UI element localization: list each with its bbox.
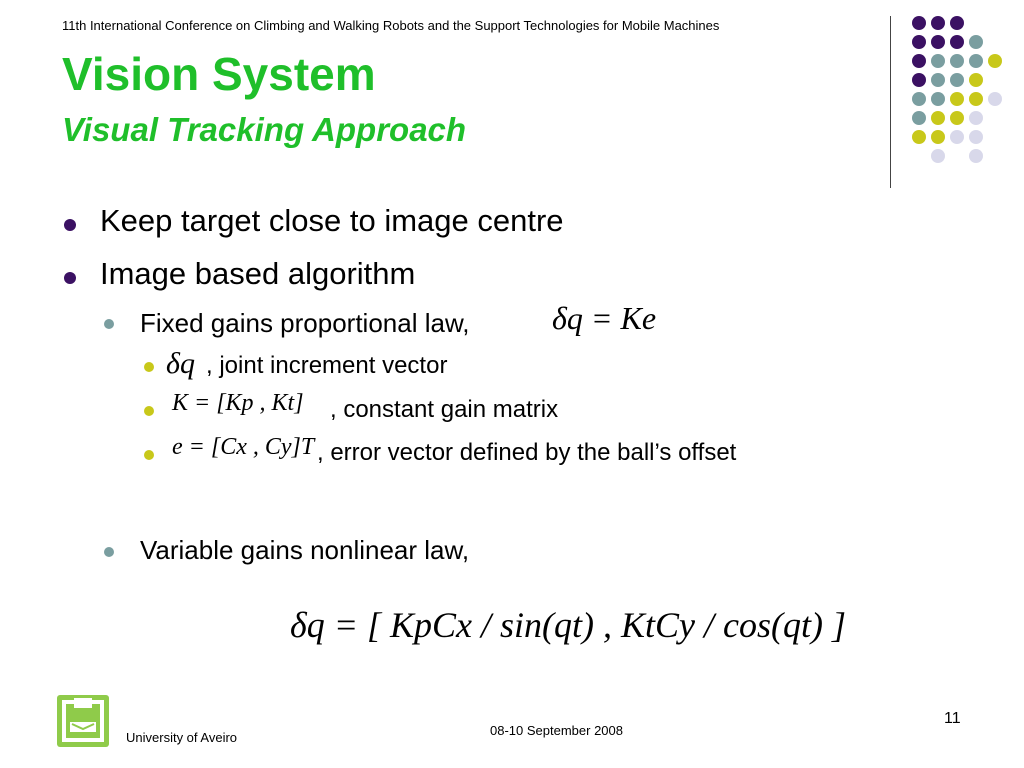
header-divider xyxy=(890,16,891,188)
decor-dot xyxy=(931,35,945,49)
decor-dot xyxy=(950,54,964,68)
decor-dot xyxy=(969,92,983,106)
decor-dot xyxy=(950,16,964,30)
decor-dot xyxy=(988,92,1002,106)
decor-dot xyxy=(950,111,964,125)
decor-dot xyxy=(931,16,945,30)
bullet-e-desc: , error vector defined by the ball’s offset xyxy=(317,439,737,466)
decor-dot xyxy=(969,130,983,144)
bullet-dot xyxy=(144,450,154,460)
bullet-fixed-gains: Fixed gains proportional law, xyxy=(140,308,470,338)
decorative-dot-grid xyxy=(0,0,1024,200)
decor-dot xyxy=(912,92,926,106)
conference-name: 11th International Conference on Climbing and Walking Robots and the Support Technologies for Mobile Machines xyxy=(62,18,720,33)
decor-dot xyxy=(912,54,926,68)
university-logo xyxy=(56,694,110,748)
decor-dot xyxy=(969,149,983,163)
footer-university: University of Aveiro xyxy=(126,730,238,745)
decor-dot xyxy=(969,73,983,87)
bullet-variable-gains: Variable gains nonlinear law, xyxy=(140,535,470,565)
bullet-dot xyxy=(104,319,114,329)
bullet-dot xyxy=(144,406,154,416)
decor-dot xyxy=(969,111,983,125)
decor-dot xyxy=(912,73,926,87)
decor-dot xyxy=(912,111,926,125)
decor-dot xyxy=(969,35,983,49)
bullet-keep-target: Keep target close to image centre xyxy=(100,203,564,238)
decor-dot xyxy=(950,35,964,49)
footer-date: 08-10 September 2008 xyxy=(490,723,623,738)
decor-dot xyxy=(931,130,945,144)
bullet-dot xyxy=(64,272,76,284)
decor-dot xyxy=(950,92,964,106)
decor-dot xyxy=(931,92,945,106)
formula-fixed-gains: δq = Ke xyxy=(552,300,657,336)
slide-subtitle: Visual Tracking Approach xyxy=(62,111,467,148)
university-logo-icon xyxy=(56,694,110,748)
bullet-dq-desc: , joint increment vector xyxy=(206,352,448,379)
page-number: 11 xyxy=(944,710,961,727)
decor-dot xyxy=(931,73,945,87)
decor-dot xyxy=(912,16,926,30)
bullet-dot xyxy=(64,219,76,231)
decor-dot xyxy=(912,130,926,144)
decor-dot xyxy=(931,149,945,163)
decor-dot xyxy=(931,111,945,125)
slide-title: Vision System xyxy=(62,48,376,100)
decor-dot xyxy=(988,54,1002,68)
decor-dot xyxy=(950,130,964,144)
decor-dot xyxy=(931,54,945,68)
bullet-dot xyxy=(104,547,114,557)
bullet-dot xyxy=(144,362,154,372)
decor-dot xyxy=(969,54,983,68)
decor-dot xyxy=(912,35,926,49)
bullet-image-based: Image based algorithm xyxy=(100,256,416,291)
formula-nonlinear: δq = [ KpCx / sin(qt) , KtCy / cos(qt) ] xyxy=(290,605,847,645)
bullet-k-desc: , constant gain matrix xyxy=(330,396,559,423)
math-k-matrix: K = [Kp , Kt] xyxy=(172,390,304,416)
decor-dot xyxy=(950,73,964,87)
math-dq: δq xyxy=(166,347,195,380)
math-e-vector: e = [Cx , Cy]T xyxy=(172,434,315,460)
